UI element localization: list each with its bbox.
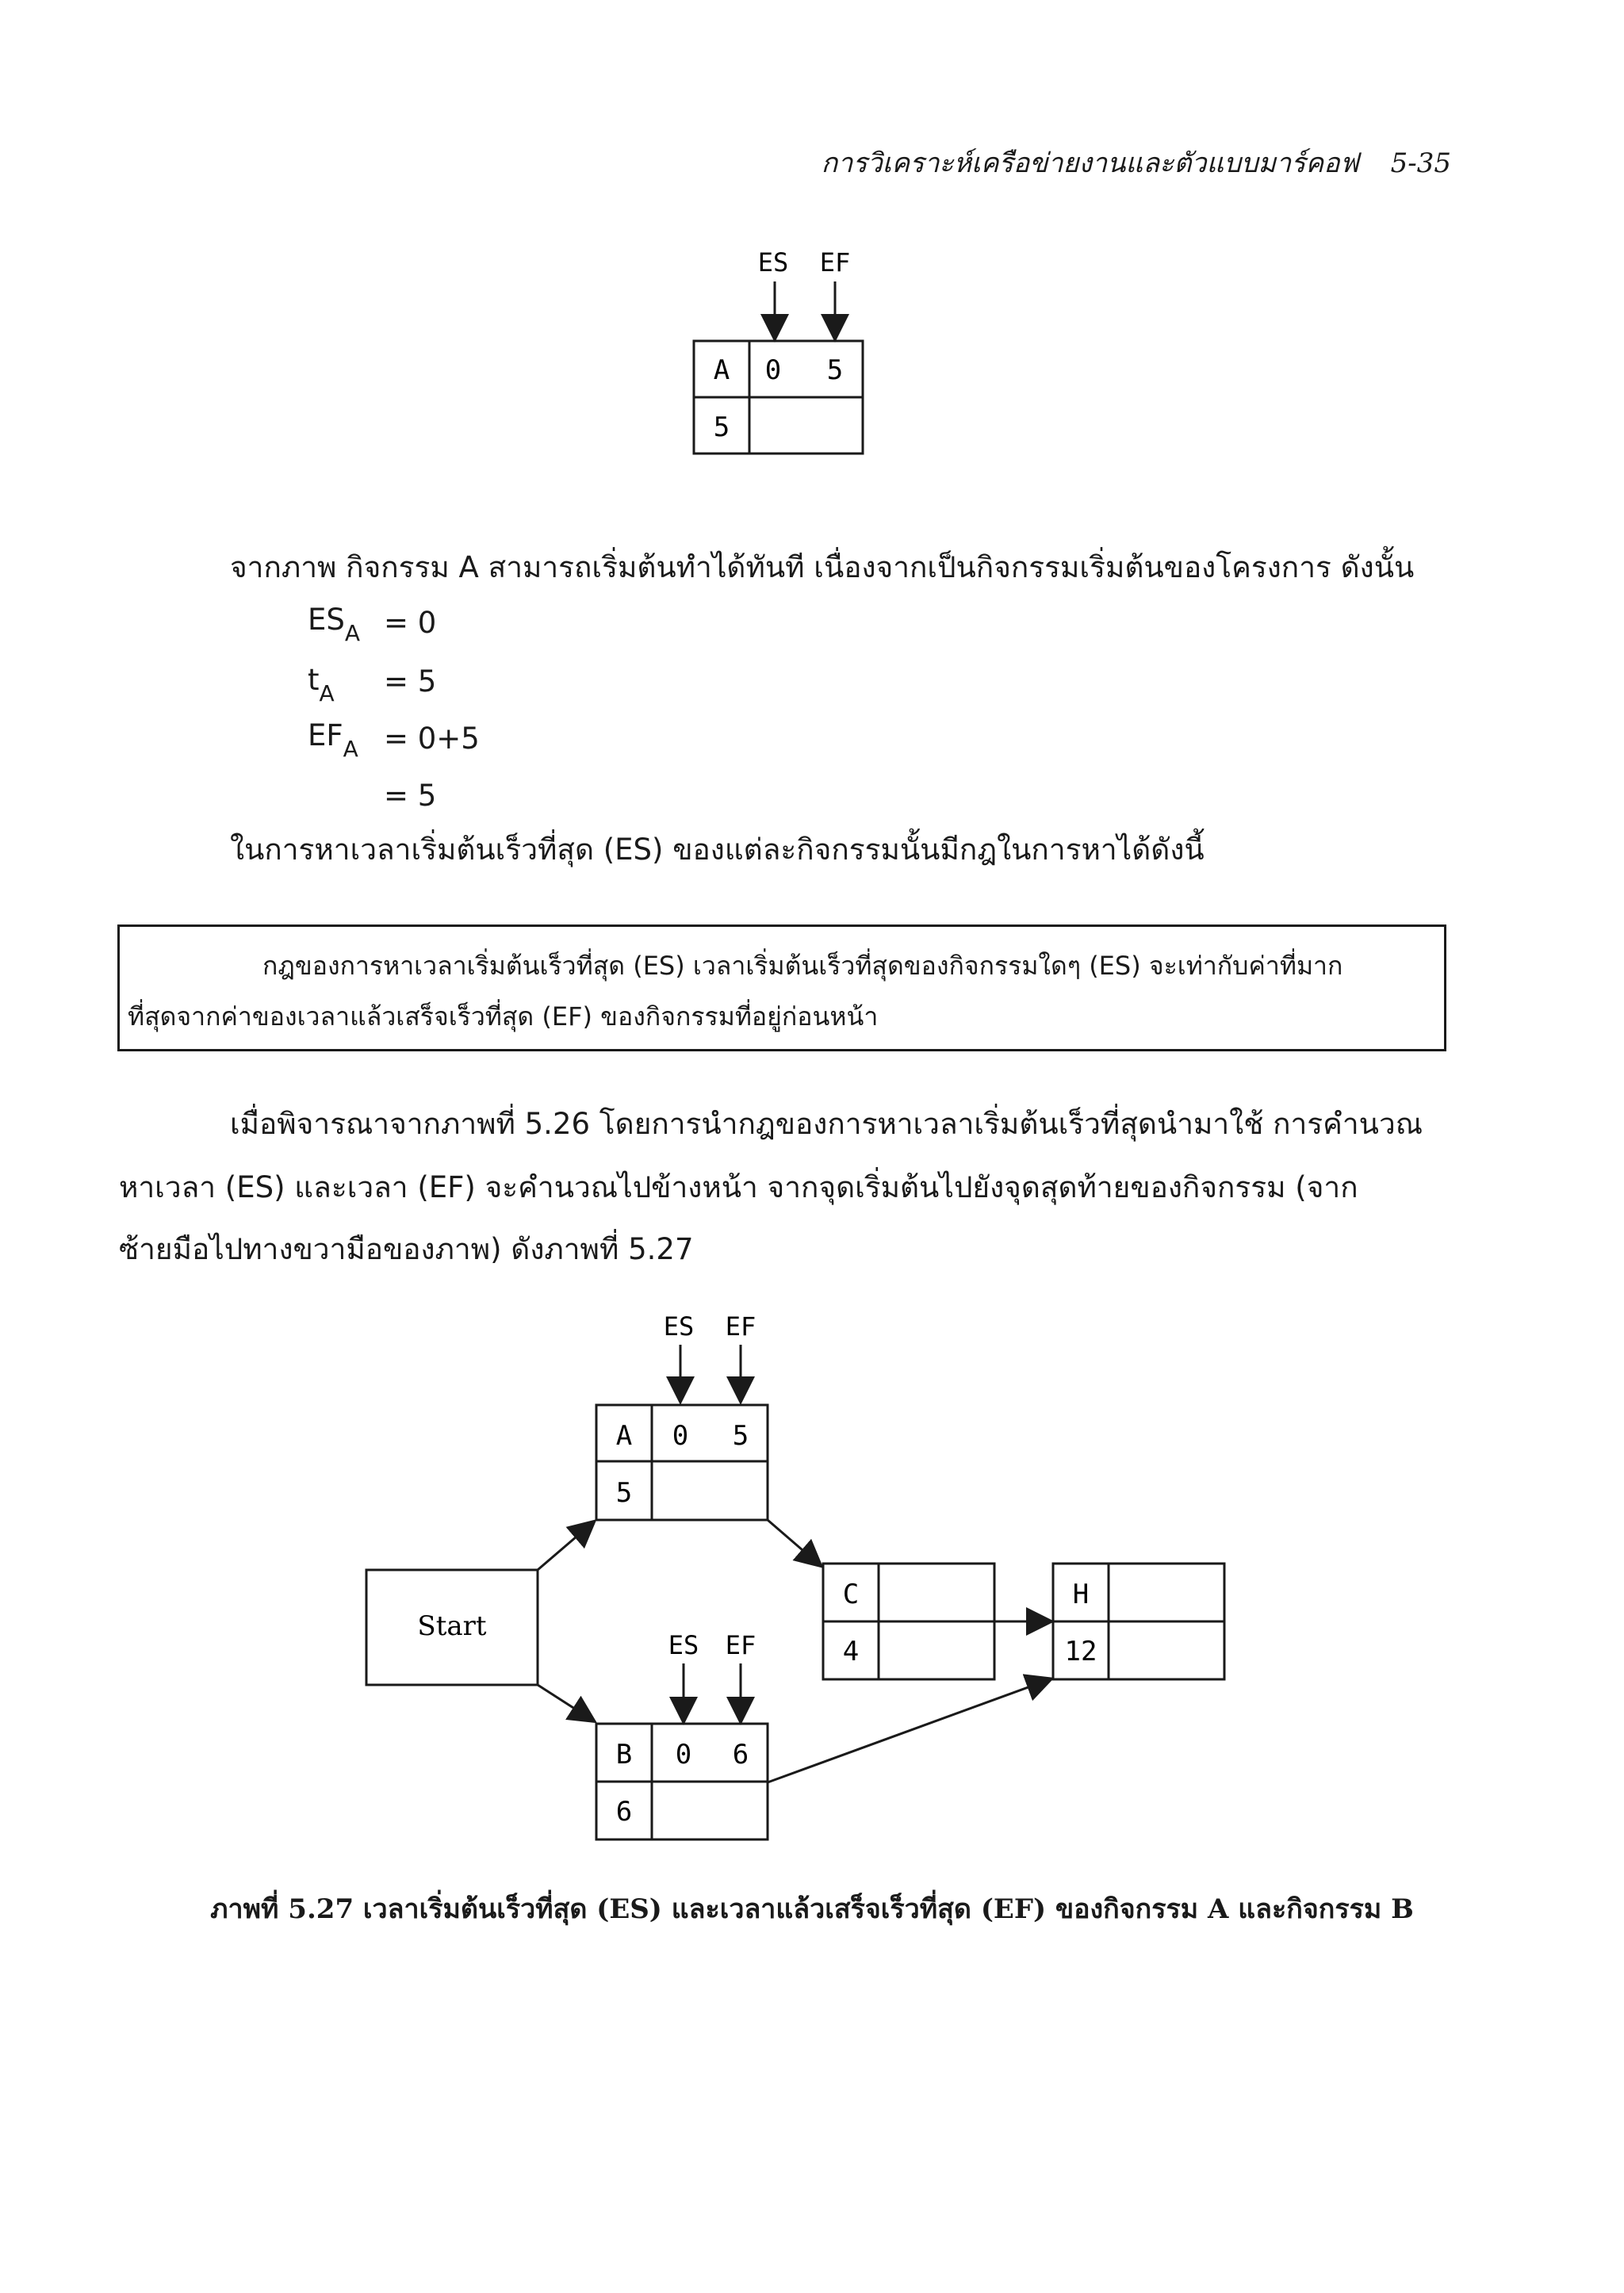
- node-a-es: 0: [672, 1420, 689, 1452]
- node-c-name: C: [842, 1579, 860, 1610]
- node-c: [823, 1564, 994, 1679]
- node-h-name: H: [1072, 1579, 1090, 1610]
- equation-t-a-rhs: = 5: [384, 664, 437, 699]
- node-a-duration: 5: [615, 1477, 633, 1509]
- b-es-label: ES: [668, 1630, 699, 1660]
- node-h-duration: 12: [1064, 1636, 1097, 1667]
- start-label: Start: [417, 1610, 487, 1642]
- node-h: [1053, 1564, 1224, 1679]
- equation-t-a: $t_A$: [308, 663, 335, 706]
- a-es-label: ES: [663, 1311, 695, 1342]
- b-ef-label: EF: [725, 1630, 756, 1660]
- node-a-ef: 5: [732, 1420, 749, 1452]
- running-header: [793, 141, 1451, 184]
- equation-es-a: $ES_A$: [308, 603, 361, 646]
- paragraph-2: ในการหาเวลาเริ่มต้นเร็วที่สุด (ES) ของแต่ละกิจกรรมนั้นมีกฎในการหาได้ดังนี้: [230, 833, 1205, 867]
- node-b-es: 0: [675, 1739, 692, 1770]
- paragraph-3-line-1: เมื่อพิจารณาจากภาพที่ 5.26 โดยการนำกฎของการหาเวลาเริ่มต้นเร็วที่สุดนำมาใช้ การคำนวณ: [230, 1107, 1423, 1141]
- a-ef-label: EF: [725, 1311, 756, 1342]
- page-number: 5-35: [1390, 147, 1451, 179]
- ef-value: 5: [826, 354, 844, 386]
- edge-b-h: [768, 1679, 1050, 1782]
- activity-name: A: [713, 354, 730, 386]
- paragraph-1: จากภาพ กิจกรรม A สามารถเริ่มต้นทำได้ทันที เนื่องจากเป็นกิจกรรมเริ่มต้นของโครงการ ดังนั้น: [230, 550, 1415, 584]
- figure-caption: ภาพที่ 5.27 เวลาเริ่มต้นเร็วที่สุด (ES) และเวลาแล้วเสร็จเร็วที่สุด (EF) ของกิจกรรม A และกิจกรรม B: [210, 1893, 1414, 1925]
- paragraph-3-line-3: ซ้ายมือไปทางขวามือของภาพ) ดังภาพที่ 5.27: [119, 1232, 694, 1266]
- node-a: [596, 1405, 768, 1520]
- node-c-duration: 4: [842, 1636, 860, 1667]
- es-label: ES: [757, 247, 789, 278]
- node-b: [596, 1724, 768, 1839]
- node-a-name: A: [615, 1420, 633, 1452]
- ef-label: EF: [819, 247, 851, 278]
- node-b-duration: 6: [615, 1796, 633, 1828]
- equation-result: = 5: [384, 779, 437, 813]
- rule-box: [117, 924, 1446, 1051]
- node-b-name: B: [615, 1739, 633, 1770]
- node-b-ef: 6: [732, 1739, 749, 1770]
- es-value: 0: [764, 354, 782, 386]
- activity-a-diagram: [682, 246, 872, 460]
- header-title: การวิเคราะห์เครือข่ายงานและตัวแบบมาร์คอฟ: [821, 147, 1359, 179]
- duration-value: 5: [713, 412, 730, 443]
- edge-a-c: [768, 1520, 820, 1565]
- edge-start-b: [538, 1685, 593, 1721]
- rule-line-2: ที่สุดจากค่าของเวลาแล้วเสร็จเร็วที่สุด (EF) ของกิจกรรมที่อยู่ก่อนหน้า: [128, 1001, 879, 1032]
- equation-es-a-rhs: = 0: [384, 606, 437, 640]
- node-start: [366, 1570, 538, 1685]
- equation-ef-a-rhs: = 0+5: [384, 722, 480, 756]
- network-diagram: [349, 1300, 1253, 1855]
- rule-line-1: กฎของการหาเวลาเริ่มต้นเร็วที่สุด (ES) เวลาเริ่มต้นเร็วที่สุดของกิจกรรมใดๆ (ES) จะเท่ากับค่าที่มาก: [262, 951, 1343, 981]
- paragraph-3-line-2: หาเวลา (ES) และเวลา (EF) จะคำนวณไปข้างหน้า จากจุดเริ่มต้นไปยังจุดสุดท้ายของกิจกรรม (จาก: [119, 1170, 1358, 1204]
- equation-ef-a: $EF_A$: [308, 718, 358, 762]
- edge-start-a: [538, 1522, 593, 1570]
